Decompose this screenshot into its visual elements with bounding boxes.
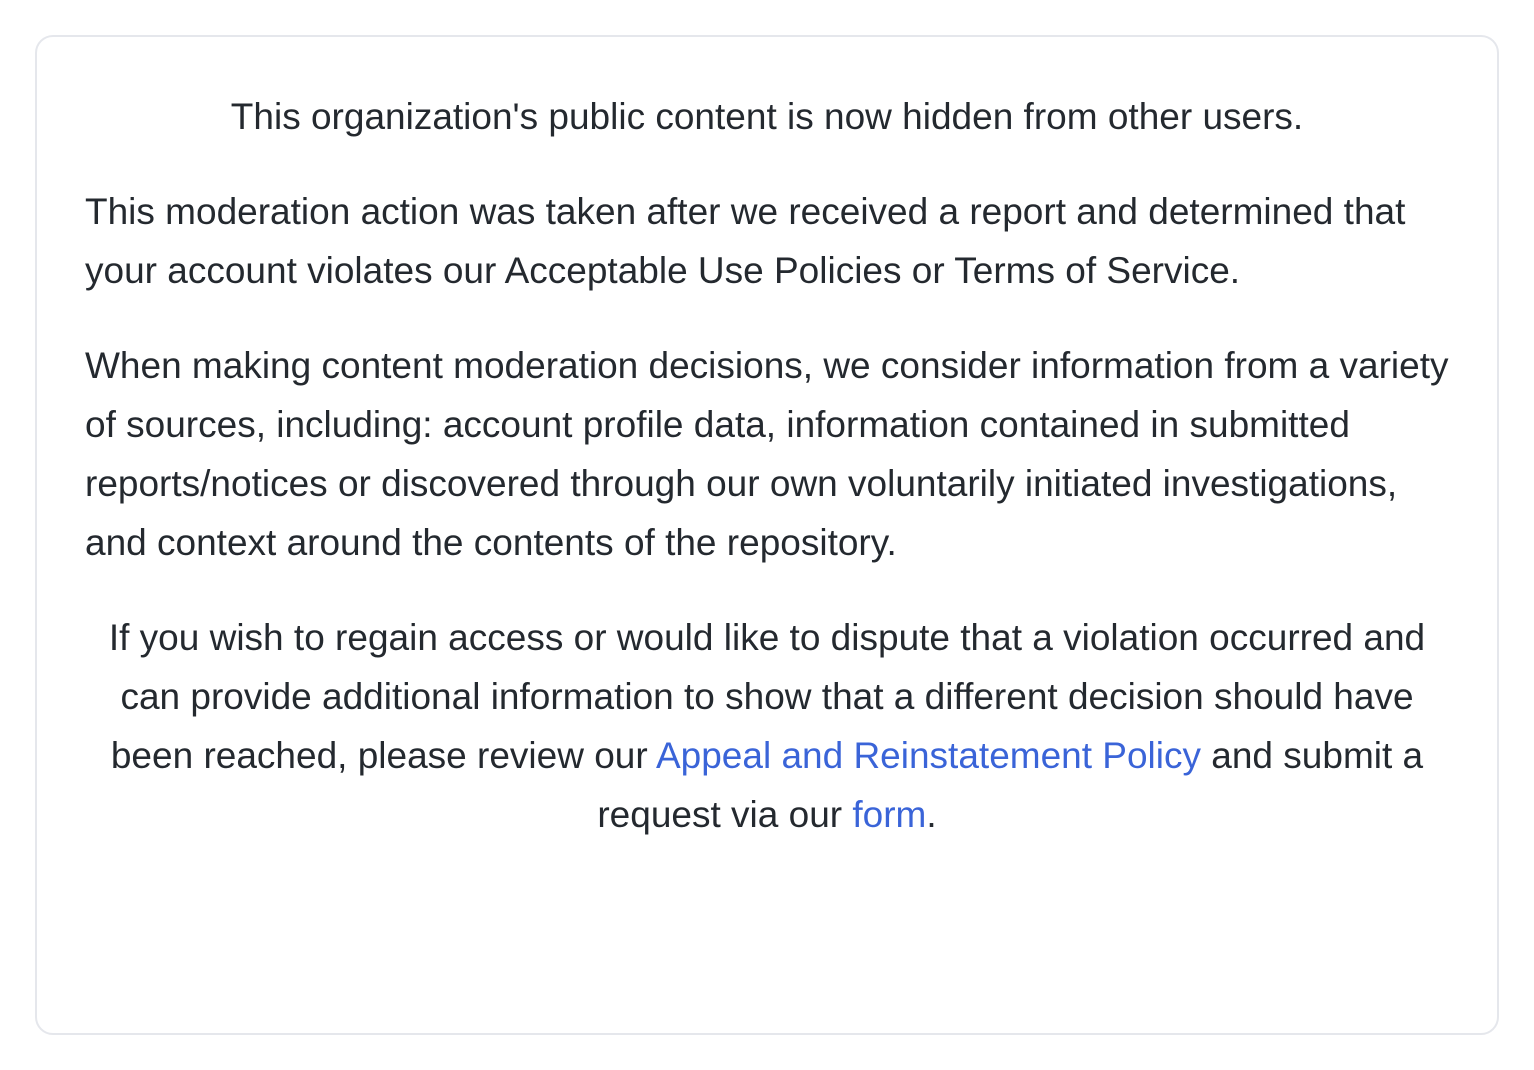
appeal-paragraph xyxy=(85,608,1449,844)
moderation-sources-paragraph: When making content moderation decisions, we consider information from a variety of sources, including: account profile data, information contained in submitted reports/notices or discovered through our own voluntarily initiated investigations, and context around the contents of the repository. xyxy=(85,345,1449,563)
moderation-notice-card xyxy=(35,35,1499,1035)
notice-headline: This organization's public content is now hidden from other users. xyxy=(230,96,1304,137)
appeal-form-link[interactable]: form xyxy=(852,794,927,835)
moderation-action-paragraph: This moderation action was taken after we received a report and determined that your account violates our Acceptable Use Policies or Terms of Service. xyxy=(85,191,1406,291)
appeal-text-between-links: and submit a request via our xyxy=(597,735,1424,835)
appeal-text-after-form-link: . xyxy=(926,794,937,835)
appeal-text-before-policy-link: If you wish to regain access or would like to dispute that a violation occurred and can provide additional information to show that a different decision should have been reached, please review our xyxy=(108,617,1426,776)
appeal-policy-link[interactable]: Appeal and Reinstatement Policy xyxy=(655,735,1201,776)
